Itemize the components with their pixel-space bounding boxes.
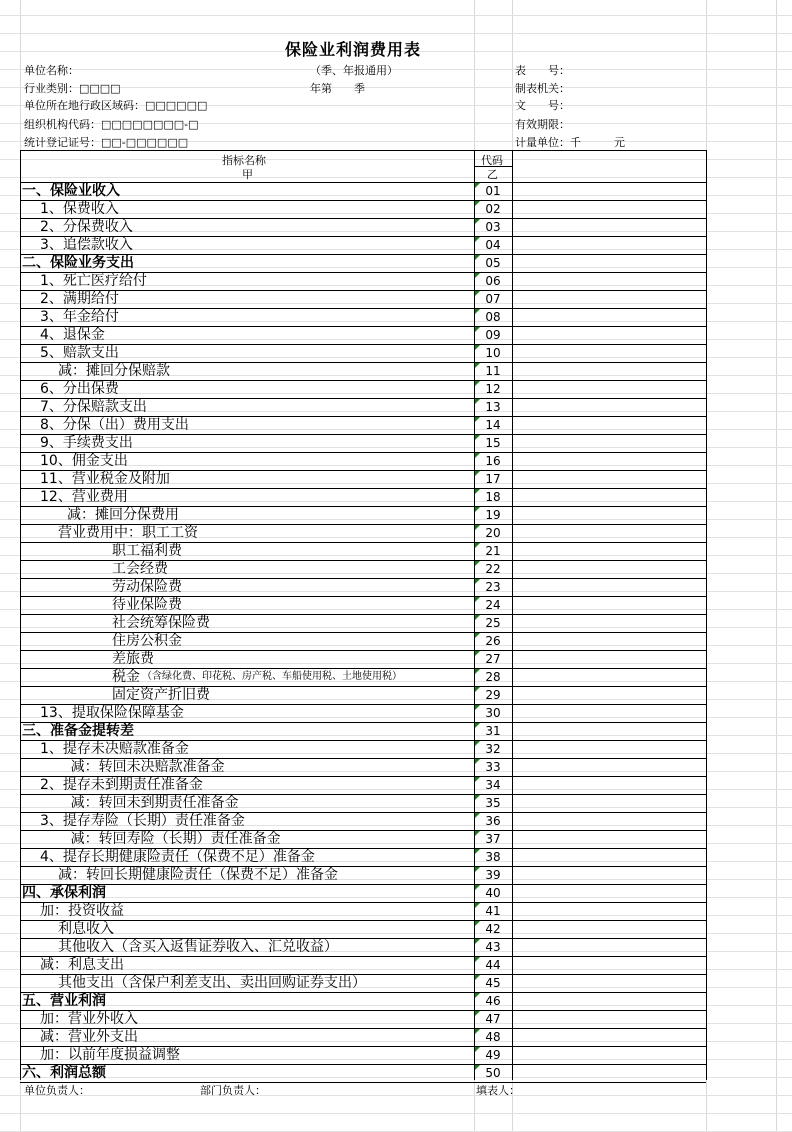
cell-indicator-icon (475, 795, 480, 800)
table-row-code: 17 (485, 472, 501, 486)
cell-indicator-icon (475, 597, 480, 602)
table-row-code: 37 (485, 832, 501, 846)
table-row-code: 26 (485, 634, 501, 648)
table-row-name: 税金 (112, 669, 140, 685)
cell-indicator-icon (475, 219, 480, 224)
table-row-code: 09 (485, 328, 501, 342)
table-row-code: 36 (485, 814, 501, 828)
industry-category-label: 行业类别：□□□□ (24, 82, 121, 95)
table-row-code: 44 (485, 958, 501, 972)
table-row-code: 23 (485, 580, 501, 594)
cell-indicator-icon (475, 669, 480, 674)
table-row-name: 五、营业利润 (22, 993, 106, 1009)
table-row-name: 减：营业外支出 (40, 1029, 138, 1045)
table-row-code: 50 (485, 1066, 501, 1080)
cell-indicator-icon (475, 885, 480, 890)
cell-indicator-icon (475, 543, 480, 548)
table-row-code: 13 (485, 400, 501, 414)
cell-indicator-icon (475, 327, 480, 332)
table-row-code: 25 (485, 616, 501, 630)
table-row-name: 其他支出（含保户利差支出、卖出回购证券支出） (58, 975, 366, 991)
table-row-name: 四、承保利润 (22, 885, 106, 901)
table-row-code: 11 (485, 364, 501, 378)
table-row-code: 16 (485, 454, 501, 468)
cell-indicator-icon (475, 759, 480, 764)
table-row-code: 18 (485, 490, 501, 504)
cell-indicator-icon (475, 921, 480, 926)
table-row-code: 32 (485, 742, 501, 756)
table-row-name: 一、保险业收入 (22, 183, 120, 199)
org-code-label: 组织机构代码：□□□□□□□□-□ (24, 118, 199, 131)
cell-indicator-icon (475, 867, 480, 872)
gridline-horizontal (0, 933, 792, 934)
cell-indicator-icon (475, 1047, 480, 1052)
table-row-name: 减：摊回分保赔款 (58, 363, 170, 379)
cell-indicator-icon (475, 255, 480, 260)
cell-indicator-icon (475, 579, 480, 584)
gridline-horizontal (0, 1113, 792, 1114)
table-row-code: 46 (485, 994, 501, 1008)
cell-indicator-icon (475, 561, 480, 566)
table-row-divider (20, 200, 706, 201)
table-row-code: 48 (485, 1030, 501, 1044)
period-label: 年第 季 (310, 82, 365, 95)
table-row-code: 14 (485, 418, 501, 432)
table-row-name: 2、满期给付 (40, 291, 119, 307)
cell-indicator-icon (475, 633, 480, 638)
table-row-code: 42 (485, 922, 501, 936)
table-row-name: 减：利息支出 (40, 957, 124, 973)
stat-registration-label: 统计登记证号：□□-□□□□□□ (24, 136, 189, 149)
table-row-name: 3、年金给付 (40, 309, 119, 325)
table-row-name: 2、分保费收入 (40, 219, 133, 235)
region-code-label: 单位所在地行政区域码：□□□□□□ (24, 99, 208, 112)
cell-indicator-icon (475, 525, 480, 530)
issuing-authority-label: 制表机关： (515, 82, 570, 95)
table-row-name: 工会经费 (112, 561, 168, 577)
validity-label: 有效期限： (515, 118, 570, 131)
table-row-code: 31 (485, 724, 501, 738)
cell-indicator-icon (475, 777, 480, 782)
report-title: 保险业利润费用表 (285, 40, 422, 59)
cell-indicator-icon (475, 183, 480, 188)
table-row-name: 其他收入（含买入返售证券收入、汇兑收益） (58, 939, 338, 955)
cell-indicator-icon (475, 831, 480, 836)
table-row-code: 40 (485, 886, 501, 900)
table-row-code: 39 (485, 868, 501, 882)
cell-indicator-icon (475, 741, 480, 746)
cell-indicator-icon (475, 615, 480, 620)
table-row-name: 加：以前年度损益调整 (40, 1047, 180, 1063)
form-number-label: 表 号： (515, 64, 570, 77)
gridline-horizontal (0, 177, 792, 178)
table-row-code: 02 (485, 202, 501, 216)
cell-indicator-icon (475, 237, 480, 242)
table-row-name: 12、营业费用 (40, 489, 128, 505)
table-row-code: 41 (485, 904, 501, 918)
table-top-border (20, 150, 706, 151)
cell-indicator-icon (475, 363, 480, 368)
table-row-divider (20, 380, 706, 381)
table-row-name: 减：转回未到期责任准备金 (70, 795, 239, 811)
cell-indicator-icon (475, 1011, 480, 1016)
table-row-name: 三、准备金提转差 (22, 723, 134, 739)
table-bottom-border (20, 1082, 706, 1083)
table-row-divider (20, 920, 706, 921)
table-row-name: 待业保险费 (112, 597, 182, 613)
cell-indicator-icon (475, 993, 480, 998)
cell-indicator-icon (475, 201, 480, 206)
cell-indicator-icon (475, 939, 480, 944)
table-row-name: 社会统筹保险费 (112, 615, 210, 631)
table-row-name: 减：转回寿险（长期）责任准备金 (70, 831, 281, 847)
cell-indicator-icon (475, 687, 480, 692)
report-subtitle: （季、年报通用） (310, 64, 398, 77)
column-header-name: 指标名称 (222, 154, 266, 167)
table-row-code: 04 (485, 238, 501, 252)
table-row-name: 加：投资收益 (40, 903, 124, 919)
cell-indicator-icon (475, 975, 480, 980)
table-row-name: 3、提存寿险（长期）责任准备金 (40, 813, 245, 829)
table-row-divider (20, 308, 706, 309)
table-row-name: 4、提存长期健康险责任（保费不足）准备金 (40, 849, 315, 865)
table-row-name: 4、退保金 (40, 327, 105, 343)
cell-indicator-icon (475, 813, 480, 818)
document-number-label: 文 号： (515, 99, 570, 112)
table-row-note: （含绿化费、印花税、房产税、车船使用税、土地使用税） (142, 671, 402, 682)
table-row-name: 1、提存未决赔款准备金 (40, 741, 189, 757)
cell-indicator-icon (475, 345, 480, 350)
table-row-code: 08 (485, 310, 501, 324)
column-header-code: 代码 (481, 154, 503, 167)
table-row-code: 27 (485, 652, 501, 666)
table-row-code: 30 (485, 706, 501, 720)
cell-indicator-icon (475, 507, 480, 512)
measurement-unit-label: 计量单位：千 元 (515, 136, 625, 149)
table-row-divider (20, 182, 706, 183)
table-row-name: 六、利润总额 (22, 1065, 106, 1081)
table-row-name: 11、营业税金及附加 (40, 471, 170, 487)
table-row-name: 减：摊回分保费用 (67, 507, 179, 523)
table-row-divider (20, 884, 706, 885)
gridline-horizontal (0, 159, 792, 160)
filler-label: 填表人： (476, 1084, 520, 1097)
gridline-horizontal (0, 1095, 792, 1096)
table-row-code: 10 (485, 346, 501, 360)
table-row-name: 10、佣金支出 (40, 453, 128, 469)
table-row-name: 利息收入 (58, 921, 114, 937)
table-row-code: 33 (485, 760, 501, 774)
table-row-code: 35 (485, 796, 501, 810)
table-row-code: 49 (485, 1048, 501, 1062)
cell-indicator-icon (475, 705, 480, 710)
table-row-divider (20, 1064, 706, 1065)
gridline-horizontal (0, 33, 792, 34)
dept-head-label: 部门负责人： (200, 1084, 266, 1097)
gridline-vertical (776, 0, 777, 1132)
table-row-code: 05 (485, 256, 501, 270)
table-row-name: 营业费用中：职工工资 (58, 525, 198, 541)
cell-indicator-icon (475, 723, 480, 728)
cell-indicator-icon (475, 957, 480, 962)
table-row-code: 15 (485, 436, 501, 450)
table-row-name: 7、分保赔款支出 (40, 399, 147, 415)
table-row-name: 6、分出保费 (40, 381, 119, 397)
cell-indicator-icon (475, 651, 480, 656)
table-row-name: 职工福利费 (112, 543, 182, 559)
cell-indicator-icon (475, 435, 480, 440)
gridline-horizontal (0, 339, 792, 340)
table-row-name: 13、提取保险保障基金 (40, 705, 184, 721)
table-row-code: 29 (485, 688, 501, 702)
table-row-name: 2、提存未到期责任准备金 (40, 777, 203, 793)
gridline-horizontal (0, 15, 792, 16)
table-row-code: 06 (485, 274, 501, 288)
table-row-code: 21 (485, 544, 501, 558)
cell-indicator-icon (475, 1029, 480, 1034)
gridline-horizontal (0, 1077, 792, 1078)
table-row-code: 47 (485, 1012, 501, 1026)
table-row-code: 24 (485, 598, 501, 612)
table-row-code: 22 (485, 562, 501, 576)
table-row-code: 12 (485, 382, 501, 396)
table-row-divider (20, 290, 706, 291)
table-row-name: 1、保费收入 (40, 201, 119, 217)
cell-indicator-icon (475, 471, 480, 476)
gridline-horizontal (0, 1005, 792, 1006)
table-row-name: 8、分保（出）费用支出 (40, 417, 189, 433)
cell-indicator-icon (475, 309, 480, 314)
table-row-name: 减：转回长期健康险责任（保费不足）准备金 (58, 867, 338, 883)
table-row-code: 45 (485, 976, 501, 990)
table-row-divider (20, 326, 706, 327)
cell-indicator-icon (475, 273, 480, 278)
unit-name-label: 单位名称： (24, 64, 79, 77)
table-row-code: 34 (485, 778, 501, 792)
table-row-code: 28 (485, 670, 501, 684)
table-row-code: 20 (485, 526, 501, 540)
gridline-horizontal (0, 897, 792, 898)
cell-indicator-icon (475, 849, 480, 854)
table-row-code: 03 (485, 220, 501, 234)
table-row-code: 38 (485, 850, 501, 864)
table-right-border (706, 150, 707, 1080)
table-row-name: 3、追偿款收入 (40, 237, 133, 253)
column-header-code-sub: 乙 (487, 168, 498, 181)
table-row-name: 差旅费 (112, 651, 154, 667)
table-row-code: 43 (485, 940, 501, 954)
table-row-name: 加：营业外收入 (40, 1011, 138, 1027)
cell-indicator-icon (475, 1065, 480, 1070)
column-header-name-sub: 甲 (242, 168, 253, 181)
table-row-name: 1、死亡医疗给付 (40, 273, 147, 289)
table-row-name: 5、赔款支出 (40, 345, 119, 361)
table-row-divider (20, 344, 706, 345)
cell-indicator-icon (475, 291, 480, 296)
cell-indicator-icon (475, 489, 480, 494)
cell-indicator-icon (475, 381, 480, 386)
table-row-name: 9、手续费支出 (40, 435, 133, 451)
unit-head-label: 单位负责人： (24, 1084, 90, 1097)
table-row-divider (20, 992, 706, 993)
table-row-name: 住房公积金 (112, 633, 182, 649)
cell-indicator-icon (475, 453, 480, 458)
table-row-name: 二、保险业务支出 (22, 255, 134, 271)
table-row-name: 减：转回未决赔款准备金 (70, 759, 225, 775)
table-header-divider (474, 166, 512, 167)
table-row-code: 19 (485, 508, 501, 522)
cell-indicator-icon (475, 417, 480, 422)
table-row-code: 07 (485, 292, 501, 306)
cell-indicator-icon (475, 903, 480, 908)
table-row-name: 劳动保险费 (112, 579, 182, 595)
table-row-name: 固定资产折旧费 (112, 687, 210, 703)
table-row-code: 01 (485, 184, 501, 198)
cell-indicator-icon (475, 399, 480, 404)
